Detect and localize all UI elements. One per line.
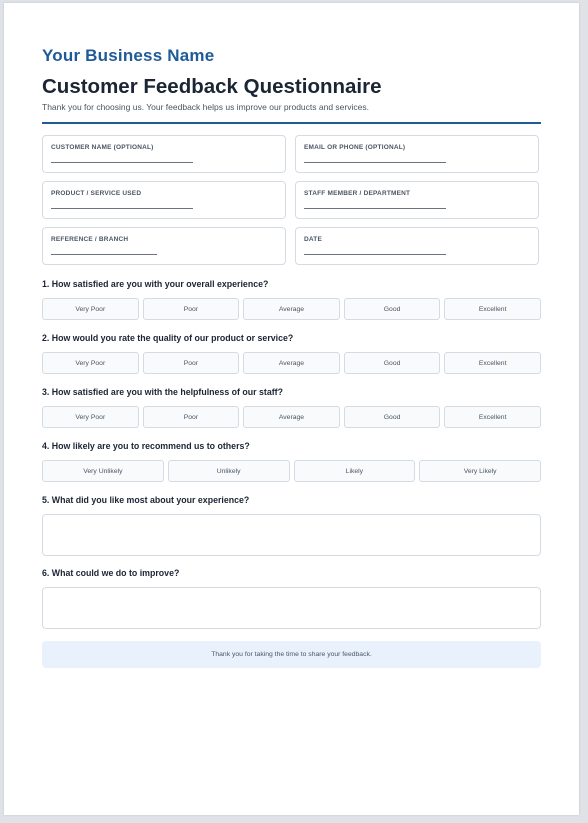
header-divider xyxy=(42,122,541,124)
field-label: EMAIL OR PHONE (OPTIONAL) xyxy=(304,144,406,151)
option-poor[interactable]: Poor xyxy=(143,352,240,374)
field-line xyxy=(51,208,193,209)
email-phone-field[interactable] xyxy=(295,135,539,173)
questionnaire-page xyxy=(4,3,579,815)
page-title: Customer Feedback Questionnaire xyxy=(42,75,382,98)
customer-name-field[interactable] xyxy=(42,135,286,173)
question-2: 2. How would you rate the quality of our product or service? xyxy=(42,333,294,343)
option-very-poor[interactable]: Very Poor xyxy=(42,298,139,320)
field-label: PRODUCT / SERVICE USED xyxy=(51,190,142,197)
question-5: 5. What did you like most about your experience? xyxy=(42,495,250,505)
question-4-options xyxy=(42,460,541,482)
staff-department-field[interactable] xyxy=(295,181,539,219)
liked-most-textarea[interactable] xyxy=(42,514,541,556)
date-field[interactable] xyxy=(295,227,539,265)
option-likely[interactable]: Likely xyxy=(294,460,416,482)
field-label: CUSTOMER NAME (OPTIONAL) xyxy=(51,144,154,151)
option-poor[interactable]: Poor xyxy=(143,298,240,320)
option-average[interactable]: Average xyxy=(243,352,340,374)
option-very-poor[interactable]: Very Poor xyxy=(42,406,139,428)
business-name: Your Business Name xyxy=(42,46,215,65)
field-label: DATE xyxy=(304,236,323,243)
option-unlikely[interactable]: Unlikely xyxy=(168,460,290,482)
question-1: 1. How satisfied are you with your overall experience? xyxy=(42,279,269,289)
field-line xyxy=(51,254,157,255)
field-line xyxy=(304,254,446,255)
question-2-options xyxy=(42,352,541,374)
thank-you-footer: Thank you for taking the time to share your feedback. xyxy=(42,641,541,668)
option-poor[interactable]: Poor xyxy=(143,406,240,428)
option-very-likely[interactable]: Very Likely xyxy=(419,460,541,482)
option-average[interactable]: Average xyxy=(243,406,340,428)
field-label: STAFF MEMBER / DEPARTMENT xyxy=(304,190,411,197)
field-line xyxy=(304,208,446,209)
option-good[interactable]: Good xyxy=(344,352,441,374)
option-excellent[interactable]: Excellent xyxy=(444,352,541,374)
reference-branch-field[interactable] xyxy=(42,227,286,265)
improve-textarea[interactable] xyxy=(42,587,541,629)
option-excellent[interactable]: Excellent xyxy=(444,298,541,320)
option-excellent[interactable]: Excellent xyxy=(444,406,541,428)
product-service-field[interactable] xyxy=(42,181,286,219)
question-4: 4. How likely are you to recommend us to others? xyxy=(42,441,250,451)
option-good[interactable]: Good xyxy=(344,406,441,428)
option-good[interactable]: Good xyxy=(344,298,441,320)
option-very-poor[interactable]: Very Poor xyxy=(42,352,139,374)
question-1-options xyxy=(42,298,541,320)
option-very-unlikely[interactable]: Very Unlikely xyxy=(42,460,164,482)
question-3-options xyxy=(42,406,541,428)
question-3: 3. How satisfied are you with the helpfulness of our staff? xyxy=(42,387,283,397)
field-line xyxy=(304,162,446,163)
option-average[interactable]: Average xyxy=(243,298,340,320)
page-subtitle: Thank you for choosing us. Your feedback helps us improve our products and services. xyxy=(42,102,369,112)
question-6: 6. What could we do to improve? xyxy=(42,568,180,578)
field-label: REFERENCE / BRANCH xyxy=(51,236,129,243)
field-line xyxy=(51,162,193,163)
